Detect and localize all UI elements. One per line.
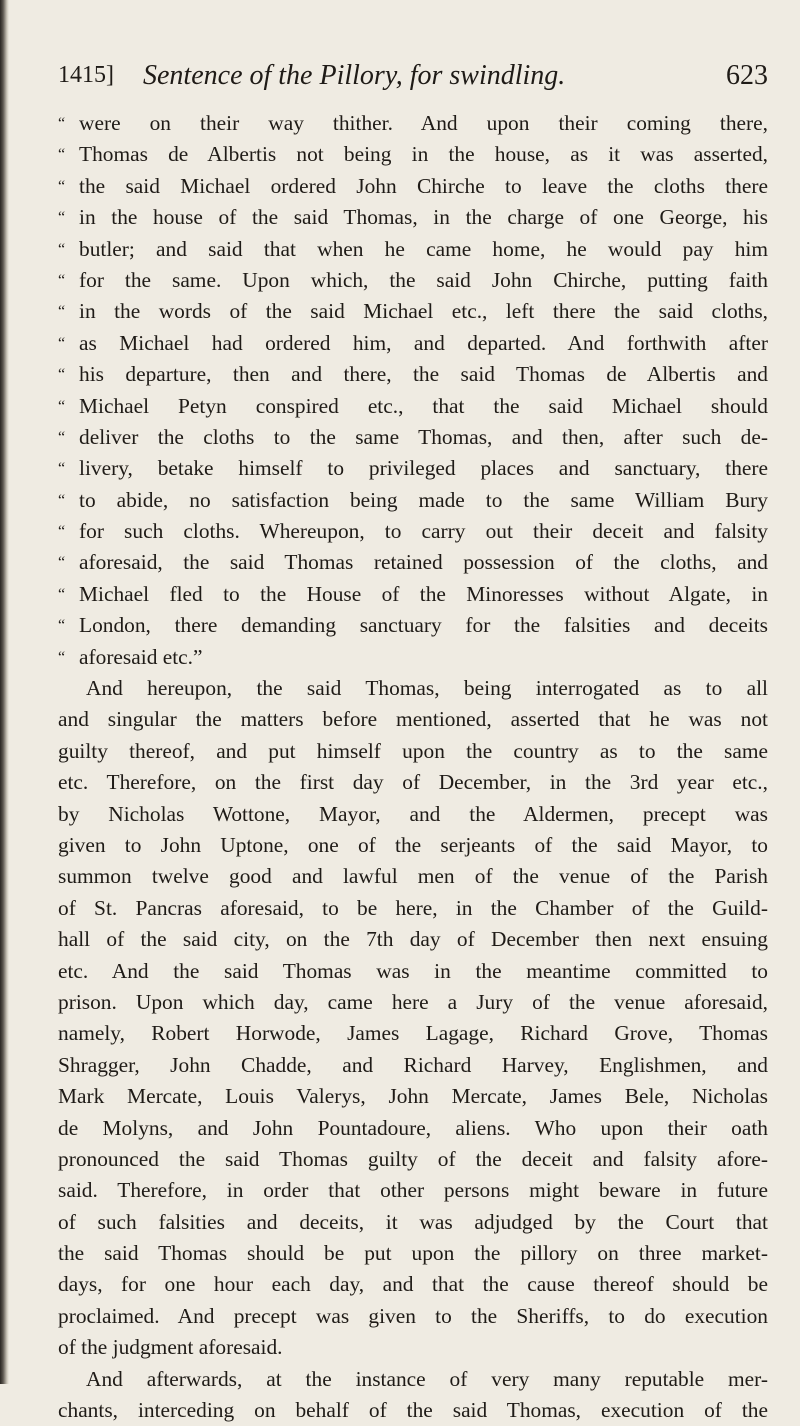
quote-mark: “ bbox=[58, 177, 66, 195]
line-text: Mark Mercate, Louis Valerys, John Mercate, James Bele, Nicholas bbox=[58, 1084, 768, 1109]
line-text: de Molyns, and John Pountadoure, aliens. Who upon their oath bbox=[58, 1115, 768, 1140]
text-line bbox=[58, 610, 768, 641]
line-text: summon twelve good and lawful men of the venue of the Parish bbox=[58, 864, 768, 889]
quote-mark: “ bbox=[58, 303, 66, 321]
text-line bbox=[58, 485, 768, 516]
text-line bbox=[58, 1175, 768, 1206]
text-line bbox=[58, 1364, 768, 1395]
line-text: by Nicholas Wottone, Mayor, and the Aldermen, precept was bbox=[58, 801, 768, 826]
quote-mark: “ bbox=[58, 617, 66, 635]
quote-mark: “ bbox=[58, 146, 66, 164]
header-year: 1415] bbox=[58, 62, 114, 88]
line-text: were on their way thither. And upon their coming there, bbox=[79, 111, 768, 135]
body-text bbox=[58, 108, 768, 1426]
text-line bbox=[58, 359, 768, 390]
line-text: namely, Robert Horwode, James Lagage, Richard Grove, Thomas bbox=[58, 1021, 768, 1046]
text-line bbox=[58, 767, 768, 798]
line-text: Shragger, John Chadde, and Richard Harvey, Englishmen, and bbox=[58, 1052, 768, 1077]
text-line bbox=[58, 328, 768, 359]
line-text: to abide, no satisfaction being made to the same William Bury bbox=[79, 487, 768, 512]
quote-mark: “ bbox=[58, 366, 66, 384]
text-line bbox=[58, 547, 768, 578]
text-line bbox=[58, 516, 768, 547]
line-text: prison. Upon which day, came here a Jury of the venue aforesaid, bbox=[58, 989, 768, 1014]
text-line bbox=[58, 1144, 768, 1175]
page-number: 623 bbox=[726, 60, 768, 91]
quote-mark: “ bbox=[58, 648, 66, 666]
line-text: days, for one hour each day, and that the cause thereof should be bbox=[58, 1272, 768, 1297]
line-text: as Michael had ordered him, and departed. And forthwith after bbox=[79, 330, 768, 355]
text-line bbox=[58, 1238, 768, 1269]
line-text: in the house of the said Thomas, in the charge of one George, his bbox=[79, 205, 768, 230]
text-line bbox=[58, 579, 768, 610]
quote-mark: “ bbox=[58, 554, 66, 572]
text-line bbox=[58, 202, 768, 233]
text-line bbox=[58, 673, 768, 704]
line-text: chants, interceding on behalf of the said Thomas, execution of the bbox=[58, 1398, 768, 1423]
text-line bbox=[58, 108, 768, 139]
line-text: Thomas de Albertis not being in the house, as it was asserted, bbox=[79, 142, 768, 167]
text-line bbox=[58, 1269, 768, 1300]
quote-mark: “ bbox=[58, 240, 66, 258]
text-line bbox=[58, 171, 768, 202]
line-text: pronounced the said Thomas guilty of the deceit and falsity afore- bbox=[58, 1146, 768, 1171]
quote-mark: “ bbox=[58, 115, 66, 132]
line-text: given to John Uptone, one of the serjeants of the said Mayor, to bbox=[58, 832, 768, 857]
header-title: Sentence of the Pillory, for swindling. bbox=[143, 60, 566, 91]
text-line bbox=[58, 1113, 768, 1144]
text-line bbox=[58, 234, 768, 265]
quote-mark: “ bbox=[58, 460, 66, 478]
line-text: livery, betake himself to privileged places and sanctuary, there bbox=[79, 456, 768, 481]
text-line bbox=[58, 265, 768, 296]
line-text: hall of the said city, on the 7th day of December then next ensuing bbox=[58, 927, 768, 952]
line-text: And hereupon, the said Thomas, being interrogated as to all bbox=[86, 676, 768, 701]
line-text: for the same. Upon which, the said John Chirche, putting faith bbox=[79, 267, 768, 292]
line-text: for such cloths. Whereupon, to carry out their deceit and falsity bbox=[79, 519, 768, 544]
text-line bbox=[58, 642, 768, 673]
text-line bbox=[58, 956, 768, 987]
line-text: proclaimed. And precept was given to the Sheriffs, to do execution bbox=[58, 1303, 768, 1328]
text-line bbox=[58, 391, 768, 422]
quote-mark: “ bbox=[58, 491, 66, 509]
line-text: butler; and said that when he came home, he would pay him bbox=[79, 236, 768, 261]
line-text: London, there demanding sanctuary for the falsities and deceits bbox=[79, 613, 768, 638]
line-text: Michael fled to the House of the Minoresses without Algate, in bbox=[79, 581, 768, 606]
line-text: of such falsities and deceits, it was adjudged by the Court that bbox=[58, 1209, 768, 1234]
line-text: guilty thereof, and put himself upon the country as to the same bbox=[58, 738, 768, 763]
line-text: the said Thomas should be put upon the pillory on three market- bbox=[58, 1241, 768, 1266]
text-line bbox=[58, 1301, 768, 1332]
line-text: said. Therefore, in order that other persons might beware in future bbox=[58, 1178, 768, 1203]
text-line bbox=[58, 861, 768, 892]
quote-mark: “ bbox=[58, 209, 66, 227]
text-line bbox=[58, 1207, 768, 1238]
text-line bbox=[58, 987, 768, 1018]
text-line bbox=[58, 893, 768, 924]
quote-mark: “ bbox=[58, 397, 66, 415]
text-line bbox=[58, 924, 768, 955]
text-line bbox=[58, 422, 768, 453]
text-line bbox=[58, 704, 768, 735]
quote-mark: “ bbox=[58, 334, 66, 352]
text-line bbox=[58, 799, 768, 830]
line-text: in the words of the said Michael etc., left there the said cloths, bbox=[79, 299, 768, 324]
line-text: his departure, then and there, the said Thomas de Albertis and bbox=[79, 362, 768, 387]
line-text: of the judgment aforesaid. bbox=[58, 1335, 283, 1360]
line-text: Michael Petyn conspired etc., that the said Michael should bbox=[79, 393, 768, 418]
quote-mark: “ bbox=[58, 523, 66, 541]
text-line bbox=[58, 1018, 768, 1049]
text-line bbox=[58, 830, 768, 861]
quote-mark: “ bbox=[58, 585, 66, 603]
line-text: of St. Pancras aforesaid, to be here, in the Chamber of the Guild- bbox=[58, 895, 768, 920]
running-header bbox=[58, 60, 768, 100]
text-line bbox=[58, 1081, 768, 1112]
text-line bbox=[58, 453, 768, 484]
text-line bbox=[58, 139, 768, 170]
text-line bbox=[58, 736, 768, 767]
line-text: aforesaid etc.” bbox=[79, 644, 203, 669]
line-text: deliver the cloths to the same Thomas, and then, after such de- bbox=[79, 424, 768, 449]
text-line bbox=[58, 1395, 768, 1426]
text-line bbox=[58, 1050, 768, 1081]
page-binding-edge bbox=[0, 0, 9, 1384]
line-text: and singular the matters before mentioned, asserted that he was not bbox=[58, 707, 768, 732]
quote-mark: “ bbox=[58, 271, 66, 289]
line-text: aforesaid, the said Thomas retained possession of the cloths, and bbox=[79, 550, 768, 575]
line-text: etc. Therefore, on the first day of December, in the 3rd year etc., bbox=[58, 770, 768, 795]
text-line bbox=[58, 296, 768, 327]
quote-mark: “ bbox=[58, 428, 66, 446]
text-line bbox=[58, 1332, 768, 1363]
line-text: etc. And the said Thomas was in the meantime committed to bbox=[58, 958, 768, 983]
line-text: And afterwards, at the instance of very many reputable mer- bbox=[86, 1366, 768, 1391]
line-text: the said Michael ordered John Chirche to leave the cloths there bbox=[79, 173, 768, 198]
